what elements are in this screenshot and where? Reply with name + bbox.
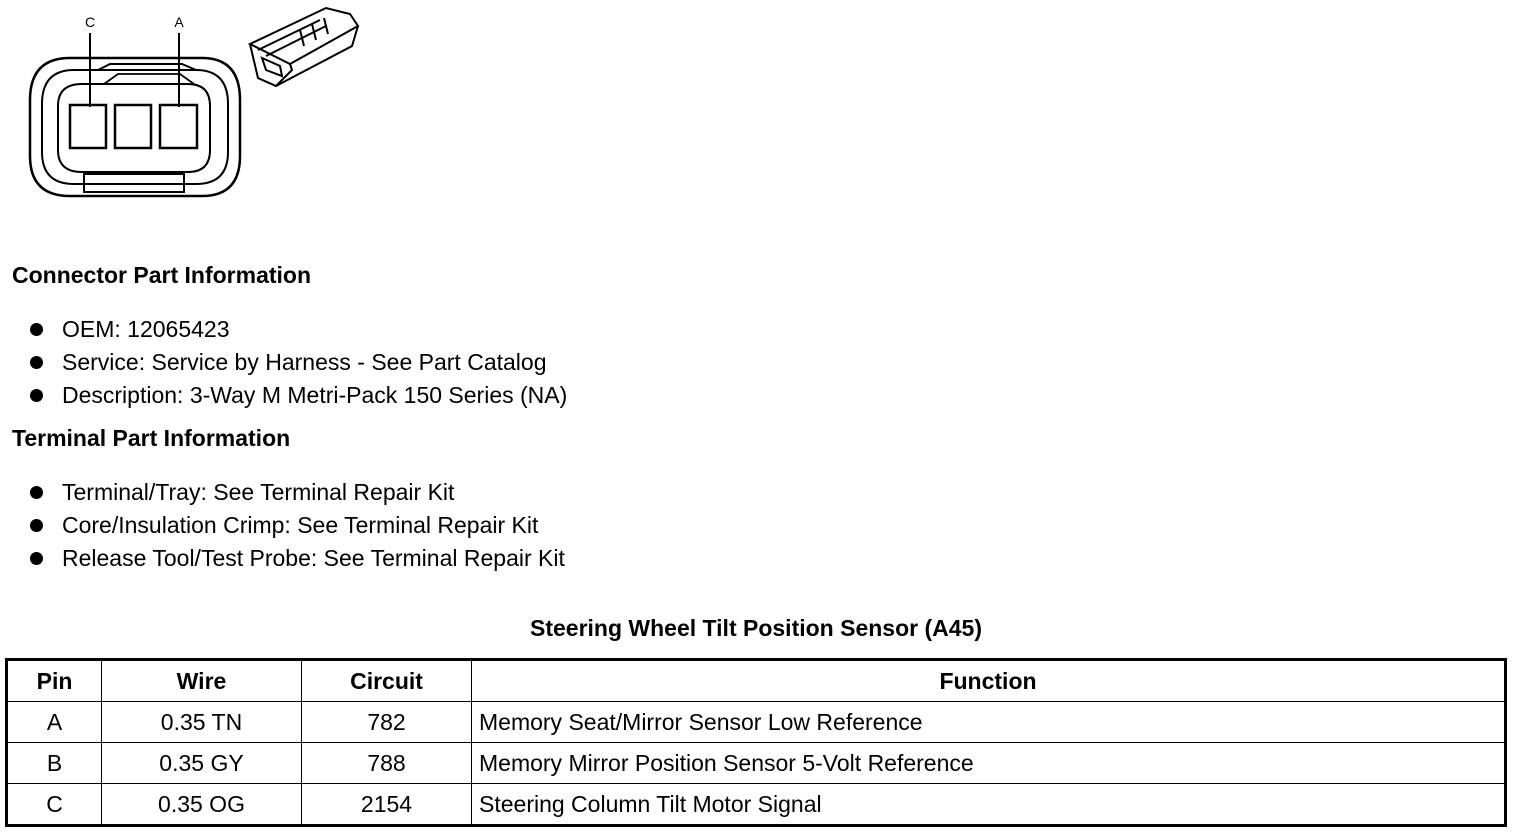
cell-pin: B [7,743,102,784]
connector-perspective-icon [250,8,358,86]
bullet-icon [30,552,43,565]
connector-info-list [28,314,567,413]
terminal-release-tool: Release Tool/Test Probe: See Terminal Repair Kit [62,545,565,571]
bullet-icon [30,323,43,336]
header-wire: Wire [102,660,302,702]
list-item [28,510,565,543]
header-pin: Pin [7,660,102,702]
cell-circuit: 788 [302,743,472,784]
connector-service: Service: Service by Harness - See Part Catalog [62,349,547,375]
terminal-info-list [28,477,565,576]
header-function: Function [472,660,1506,702]
cell-wire: 0.35 TN [102,702,302,743]
list-item [28,347,567,380]
connector-diagram [0,0,380,210]
table-row [7,784,1506,826]
cell-circuit: 2154 [302,784,472,826]
bullet-icon [30,486,43,499]
header-circuit: Circuit [302,660,472,702]
table-header-row [7,660,1506,702]
connector-info-title: Connector Part Information [12,262,312,288]
terminal-tray: Terminal/Tray: See Terminal Repair Kit [62,479,455,505]
table-row [7,702,1506,743]
cell-wire: 0.35 GY [102,743,302,784]
cell-function: Memory Mirror Position Sensor 5-Volt Reference [472,743,1506,784]
pin-label-c: C [84,14,96,30]
cell-pin: A [7,702,102,743]
cell-function: Steering Column Tilt Motor Signal [472,784,1506,826]
pin-table [5,658,1507,827]
connector-oem: OEM: 12065423 [62,316,230,342]
table-row [7,743,1506,784]
list-item [28,477,565,510]
connector-description: Description: 3-Way M Metri-Pack 150 Series (NA) [62,382,568,408]
cell-circuit: 782 [302,702,472,743]
pin-table-title: Steering Wheel Tilt Position Sensor (A45) [530,615,982,641]
list-item [28,380,567,413]
bullet-icon [30,356,43,369]
cell-pin: C [7,784,102,826]
bullet-icon [30,519,43,532]
list-item [28,543,565,576]
cell-wire: 0.35 OG [102,784,302,826]
list-item [28,314,567,347]
terminal-crimp: Core/Insulation Crimp: See Terminal Repair Kit [62,512,539,538]
cell-function: Memory Seat/Mirror Sensor Low Reference [472,702,1506,743]
terminal-info-title: Terminal Part Information [12,425,291,451]
bullet-icon [30,389,43,402]
pin-label-a: A [174,14,184,30]
